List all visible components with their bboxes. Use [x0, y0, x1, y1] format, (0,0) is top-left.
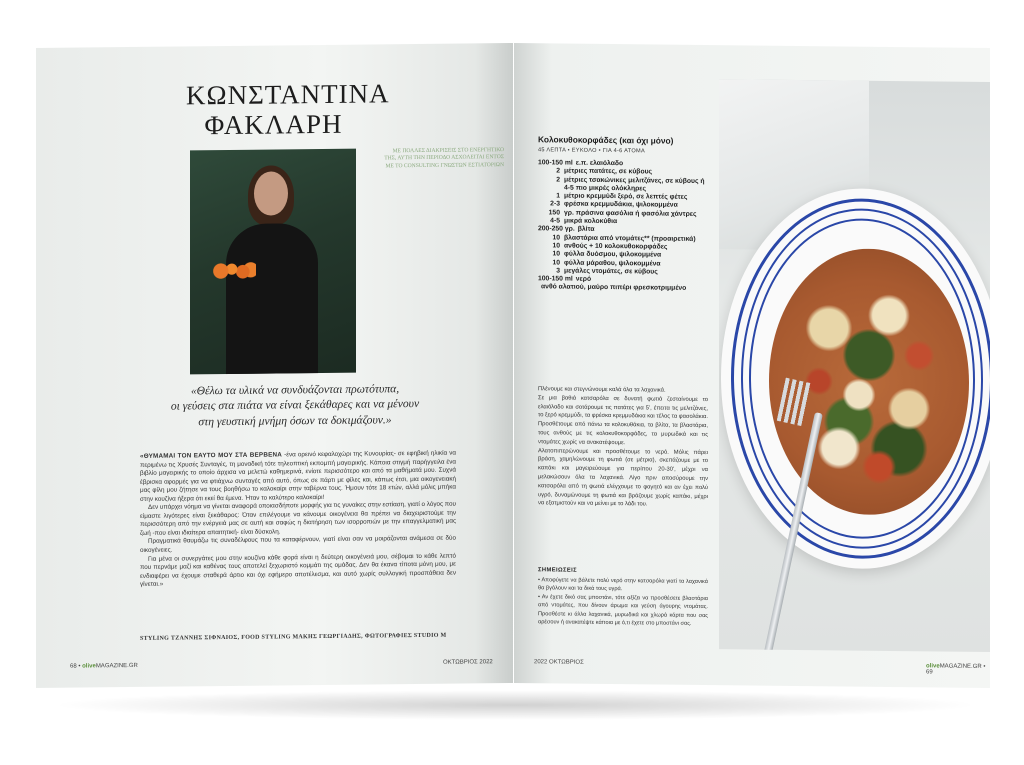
ingredient-row — [538, 284, 706, 294]
page-number-left: 68 — [70, 663, 77, 670]
chef-name-line1: ΚΩΝΣΤΑΝΤΙΝΑ — [186, 78, 390, 111]
pull-quote — [130, 381, 460, 431]
ingredient-description: μέτριο κρεμμύδι ξερό, σε λεπτές φέτες — [564, 192, 688, 202]
ingredient-quantity: 150 — [548, 209, 560, 217]
quote-line3: στη γευστική μνήμη όσων τα δοκιμάζουν.» — [198, 413, 392, 429]
ingredient-description: φύλλα μάραθου, ψιλοκομμένα — [564, 259, 661, 268]
method-step-3: Προσθέτουμε από πάνω τα κολοκυθάκια, τα βλίτα, τα βλαστάρια, τους ανθούς με τις κολοκυθοκορφάδες, τα μυρωδικά και τις ντομάτες χωρίς να ανακατέψουμε. — [538, 421, 708, 446]
ingredient-description: ανθούς + 10 κολοκυθοκορφάδες — [564, 242, 668, 251]
method — [538, 385, 708, 510]
quote-line1: «Θέλω τα υλικά να συνδυάζονται πρωτότυπα, — [190, 382, 400, 398]
portrait-fruit — [212, 262, 256, 280]
ingredient-description: βλαστάρια από ντομάτες** (προαιρετικά) — [564, 234, 696, 243]
ingredient-description: γρ. πράσινα φασόλια ή φασόλια χάντρες — [564, 209, 697, 218]
folio-right: oliveMAGAZINE.GR • 69 — [926, 663, 986, 676]
folio-date-right: 2022 ΟΚΤΩΒΡΙΟΣ — [534, 659, 584, 666]
side-note: ΜΕ ΠΟΛΛΕΣ ΔΙΑΚΡΙΣΕΙΣ ΣΤΟ ΕΝΕΡΓΗΤΙΚΟ ΤΗΣ, ΑΥΤΗ ΤΗΝ ΠΕΡΙΟΔΟ ΑΣΧΟΛΕΙΤΑΙ ΕΝΤΟΣ ΜΕ ΤΟ CONSULTING ΓΝΩΣΤΩΝ ΕΣΤΙΑΤΟΡΙΩΝ — [384, 147, 504, 170]
ingredient-quantity: 4-5 — [550, 217, 560, 225]
notes-heading: ΣΗΜΕΙΩΣΕΙΣ — [538, 567, 578, 574]
ingredient-quantity: 10 — [552, 234, 560, 242]
note-2: • Αν έχετε δικό σας μποστάνι, τότε αξίζει να προσθέσετε βλαστάρια από ντομάτες, που δίνουν άρωμα και γεύση άγουρης ντομάτας. Προσθέστε κι άλλα λαχανικά, μυρωδικά και χλωρά κάρτα που σας αρέσουν ή ανακατέψτε κάποια με ό,τι έχετε στο μποστάνι σας. — [538, 594, 708, 627]
brand-logo-left: olive — [82, 663, 96, 670]
recipe-meta: 45 ΛΕΠΤΑ • ΕΥΚΟΛΟ • ΓΙΑ 4-6 ΑΤΟΜΑ — [538, 147, 645, 155]
recipe-title: Κολοκυθοκορφάδες (και όχι μόνο) — [538, 134, 674, 146]
chef-portrait — [190, 149, 356, 375]
folio-left: 68 • oliveMAGAZINE.GR — [70, 662, 138, 670]
ingredient-quantity: 1 — [556, 192, 560, 200]
ingredient-description: μέτριες τσακώνικες μελιτζάνες, σε κύβους ή 4-5 πιο μικρές ολόκληρες — [564, 176, 705, 193]
quote-line2: οι γεύσεις στα πιάτα να είναι ξεκάθαρες και να μένουν — [170, 397, 420, 413]
brand-site-right: MAGAZINE.GR — [939, 663, 982, 670]
paragraph-3: Πραγματικά θαυμάζω τις συναδέλφους που τα καταφέρνουν, γιατί είναι σαν να μοιράζονται ανάμεσα σε δύο οικογένειες. — [140, 535, 456, 554]
lead-in: «ΘΥΜΑΜΑΙ ΤΟΝ ΕΑΥΤΟ ΜΟΥ ΣΤΑ ΒΕΡΒΕΝΑ — [140, 451, 282, 460]
portrait-head — [254, 171, 288, 215]
folio-date-left: ΟΚΤΩΒΡΙΟΣ 2022 — [443, 659, 493, 666]
ingredient-row — [538, 176, 706, 194]
ingredient-description: νερό — [575, 275, 592, 283]
notes — [538, 576, 708, 628]
ingredient-quantity: 10 — [552, 242, 560, 250]
magazine-spread — [36, 48, 990, 698]
ingredient-description: μεγάλες ντομάτες, σε κύβους — [564, 267, 658, 276]
ingredient-quantity: 10 — [552, 258, 560, 267]
page-number-right: 69 — [926, 669, 933, 676]
ingredient-quantity: 3 — [556, 267, 560, 275]
ingredient-quantity: 2 — [556, 176, 560, 184]
portrait-body — [226, 223, 318, 374]
ingredient-description: φρέσκα κρεμμυδάκια, ψιλοκομμένα — [564, 201, 678, 210]
ingredient-quantity: 2-3 — [550, 200, 560, 208]
paragraph-2: Δεν υπάρχει νόημα να γίνεται αναφορά οποιασδήποτε μορφής για τις γυναίκες στην εστίαση, γιατί ο λόγος που είμαστε λιγότερες είναι ξεκάθαρος: Όταν επιλέγουμε να κάνουμε οικογένεια θα πρέπει να διαχειριστούμε την περισσότερη από την ενέργειά μας σε αυτή και σαφώς η διατήρηση των ισορροπιών με την επαγγελματική μας ζωή -που είναι ιδιαίτερα απαιτητική- είναι δύσκολη. — [140, 500, 456, 537]
photo-credits: STYLING ΤΖΑΝΝΗΣ ΣΙΦΝΑΙΟΣ, FOOD STYLING ΜΑΚΗΣ ΓΕΩΡΓΙΑΔΗΣ, ΦΩΤΟΓΡΑΦΙΕΣ STUDIO M — [140, 632, 447, 642]
chef-name-line2: ΦΑΚΛΑΡΗ — [204, 108, 343, 141]
ingredient-description: μέτριες πατάτες, σε κύβους — [564, 167, 653, 176]
ingredient-quantity: 10 — [552, 250, 560, 258]
paragraph-4: Για μένα οι συνεργάτες μου στην κουζίνα κάθε φορά είναι η δεύτερη οικογένειά μου, σέβομαι το κάθε λεπτό που περνάμε μαζί και καθένας τους αποτελεί ξεχωριστό κομμάτι της ομάδας. Δεν θα έκανα τίποτα μόνη μου, με ενδιαφέρει να έχουμε σταθερά άρτιο και όχι εφήμερο αποτέλεσμα, και αυτό χωρίς συλλογική προσπάθεια δεν γίνεται.» — [140, 552, 456, 589]
method-step-1: Πλένουμε και στεγνώνουμε καλά όλα τα λαχανικά. — [538, 386, 666, 394]
brand-logo-right: olive — [926, 663, 940, 670]
chef-name — [186, 78, 390, 141]
ingredient-description: μικρά κολοκύθια — [564, 217, 618, 226]
note-1: • Αποφύγετε να βάλετε πολύ νερό στην κατσαρόλα γιατί τα λαχανικά θα βγάλουν και τα δικά τους υγρά. — [538, 577, 708, 593]
ingredient-quantity: 100-150 ml — [538, 275, 573, 283]
left-page — [36, 43, 513, 688]
paragraph-1 — [140, 450, 456, 505]
method-step-2: Σε μια βαθιά κατσαρόλα σε δυνατή φωτιά ζεσταίνουμε το ελαιόλαδο και σοτάρουμε τις πατάτες για 5', έπειτα τις μελιτζάνες, το ξερό κρεμμύδι, τα φρέσκα κρεμμυδάκια και τέλος τα φασολάκια. — [538, 395, 708, 421]
article-body — [140, 450, 456, 590]
dish-photo — [719, 79, 990, 652]
ingredient-description: φύλλα δυόσμου, ψιλοκομμένα — [564, 250, 662, 259]
ingredient-quantity: 100-150 ml — [538, 159, 573, 167]
method-step-4: Αλατοπιπερώνουμε και προσθέτουμε το νερό. Μόλις πάρει βράση, χαμηλώνουμε τη φωτιά (σε μέτρια), σκεπάζουμε με το καπάκι και μαγειρεύουμε για περίπου 20-30', μέχρι να μελακώσουν όλα τα λαχανικά. Λίγο πριν αποσύρουμε την κατσαρόλα από τη φωτιά ελέγχουμε το φαγητό και αν έχει πολύ υγρό, δυναμώνουμε τη φωτιά και βράζουμε χωρίς καπάκι, μέχρι να εξατμιστούν και να μείνει με το λάδι του. — [538, 447, 708, 508]
brand-site-left: MAGAZINE.GR — [95, 662, 138, 670]
paragraph-1-text: -ένα ορεινό κεφαλοχώρι της Κυνουρίας- σε εφηβική ηλικία να περιμένω τις Χρυσές Συνταγές, τη μοναδική τότε τηλεοπτική εκπομπή μαγειρικής. Κάποια στιγμή παρήγγειλα ένα βιβλίο μαγειρικής το οποίο άρχισα να μελετώ καθημερινά, ενίοτε περισσότερο και από τα μαθήματά μου. Συχνά έβρισκα αφορμές για να φτιάχνω συνταγές από αυτό, όπως σε πάρτι με φίλες και, κάπως έτσι, μια οικογενειακή μας φίλη μου ζήτησε να τους βοηθήσω το καλοκαίρι στην ταβέρνα τους. Ήμουν τότε 18 ετών, αλλά μόλις μπήκα στην κουζίνα ήξερα ότι εκεί θα έμενα. Ήταν το καλύτερο καλοκαίρι! — [140, 449, 457, 503]
ingredient-quantity: 2 — [556, 167, 560, 175]
ingredient-quantity: 200-250 γρ. — [538, 225, 575, 234]
ingredient-description: ε.π. ελαιόλαδο — [575, 159, 624, 168]
ingredient-description: ανθό αλατιού, μαύρο πιπέρι φρεσκοτριμμένο — [541, 283, 687, 293]
ingredient-description: βλίτα — [577, 226, 595, 234]
right-page — [514, 43, 990, 688]
ingredients-list — [538, 159, 706, 294]
